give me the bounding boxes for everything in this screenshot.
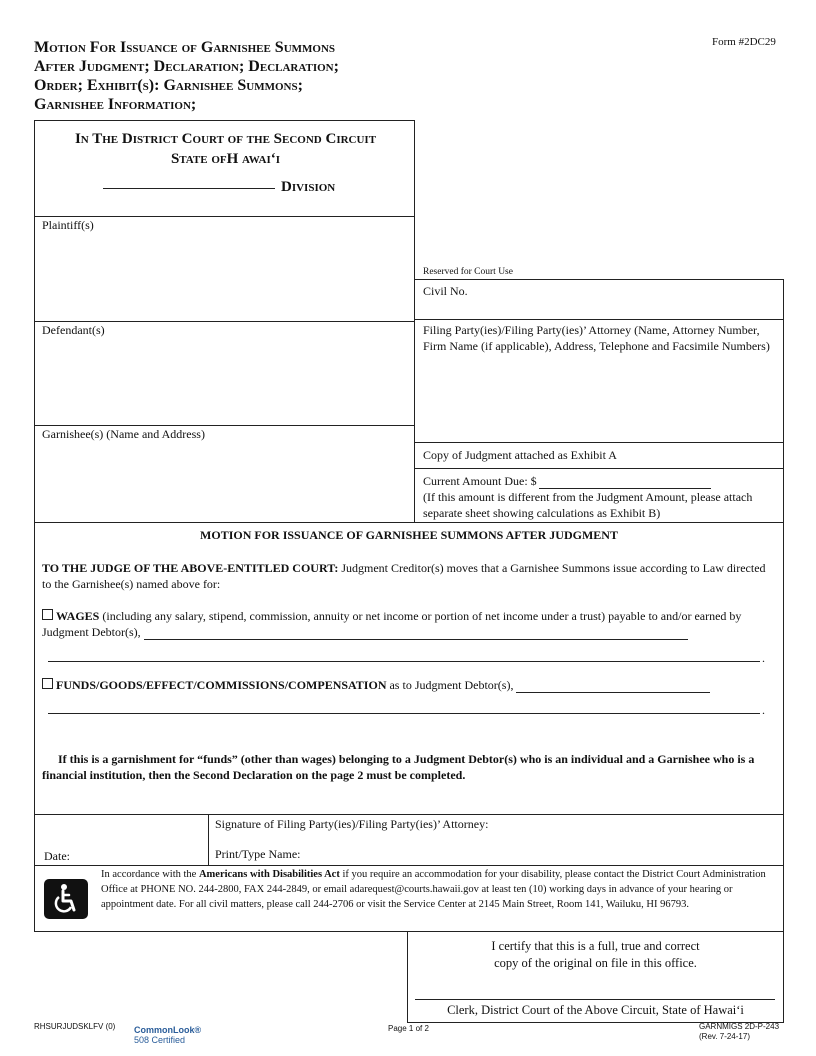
signature-label: Signature of Filing Party(ies)/Filing Party(ies)’ Attorney: — [215, 817, 489, 831]
division-blank[interactable] — [103, 188, 275, 189]
print-name-label: Print/Type Name: — [215, 847, 301, 861]
to-judge-paragraph: TO THE JUDGE OF THE ABOVE-ENTITLED COURT: Judgment Creditor(s) moves that a Garnishee Summons issue according to Law directed to the Garnishee(s) named above for: — [42, 561, 766, 591]
form-title: Motion For Issuance of Garnishee Summons After Judgment; Declaration; Declaration; Order; Exhibit(s): Garnishee Summons; Garnishee Information; — [34, 39, 339, 113]
certify-text: I certify that this is a full, true and correct copy of the original on file in this office. — [491, 939, 700, 970]
clerk-signature-line[interactable] — [415, 999, 775, 1000]
funds-paragraph: FUNDS/GOODS/EFFECT/COMMISSIONS/COMPENSATION as to Judgment Debtor(s), — [42, 677, 770, 693]
court-state: State ofH awaiʻi — [170, 151, 281, 167]
amount-note: (If this amount is different from the Judgment Amount, please attach separate sheet showing calculations as Exhibit B) — [423, 490, 753, 520]
defendant-label: Defendant(s) — [42, 323, 105, 337]
form-number: Form #2DC29 — [712, 36, 776, 48]
clerk-label: Clerk, District Court of the Above Circuit, State of Hawaiʻi — [447, 1003, 744, 1017]
filing-party-label: Filing Party(ies)/Filing Party(ies)’ Attorney (Name, Attorney Number, Firm Name (if applicable), Address, Telephone and Facsimile Numbers) — [423, 323, 770, 353]
court-caption-box — [34, 120, 415, 217]
commonlook-certified: 508 Certified — [134, 1035, 186, 1045]
current-amount-label: Current Amount Due: $ — [423, 473, 711, 489]
wages-debtor-blank[interactable] — [144, 639, 688, 640]
court-name: In The District Court of the Second Circuit — [74, 131, 377, 147]
wages-paragraph: WAGES (including any salary, stipend, commission, annuity or net income or portion of net income under a trust) payable to and/or earned by Judgment Debtor(s), — [42, 609, 742, 639]
date-label: Date: — [44, 849, 70, 863]
wages-checkbox[interactable] — [42, 609, 53, 620]
garnishee-field[interactable] — [36, 444, 412, 520]
footer-right-code: GARNMIGS 2D-P-243 — [699, 1022, 780, 1031]
garnishee-label: Garnishee(s) (Name and Address) — [42, 427, 205, 441]
defendant-field[interactable] — [36, 340, 412, 422]
funds-line-2[interactable] — [48, 713, 760, 714]
ada-text: In accordance with the Americans with Disabilities Act if you require an accommodation for your disability, please contact the District Court Administration Office at PHONE NO. 244-2800, FAX 244-2849, or email adarequest@courts.hawaii.gov at least ten (10) working days in advance of your hearing or appointment date. For all civil matters, please call 244-2706 or visit the Service Center at 2145 Main Street, Room 141, Wailuku, HI 96793. — [101, 869, 766, 910]
motion-heading: MOTION FOR ISSUANCE OF GARNISHEE SUMMONS AFTER JUDGMENT — [200, 528, 618, 542]
funds-debtor-blank[interactable] — [516, 692, 710, 693]
commonlook-logo: CommonLook® — [134, 1025, 202, 1035]
revision-date: (Rev. 7-24-17) — [699, 1032, 750, 1041]
wheelchair-icon — [44, 879, 88, 919]
wages-line-2[interactable] — [48, 661, 760, 662]
plaintiff-label: Plaintiff(s) — [42, 218, 94, 232]
funds-checkbox[interactable] — [42, 678, 53, 689]
financial-institution-notice: If this is a garnishment for “funds” (other than wages) belonging to a Judgment Debtor(s) who is an individual and a Garnishee who is a financial institution, then the Second Declaration on the page 2 must be completed. — [42, 752, 755, 782]
page-number: Page 1 of 2 — [388, 1024, 429, 1033]
footer-left-code: RHSURJUDSKLFV (0) — [34, 1022, 116, 1031]
civil-no-label: Civil No. — [423, 284, 468, 298]
reserved-label: Reserved for Court Use — [423, 267, 513, 277]
plaintiff-field[interactable] — [36, 236, 412, 316]
division-label: Division — [281, 179, 336, 195]
copy-judgment-label: Copy of Judgment attached as Exhibit A — [423, 448, 617, 462]
